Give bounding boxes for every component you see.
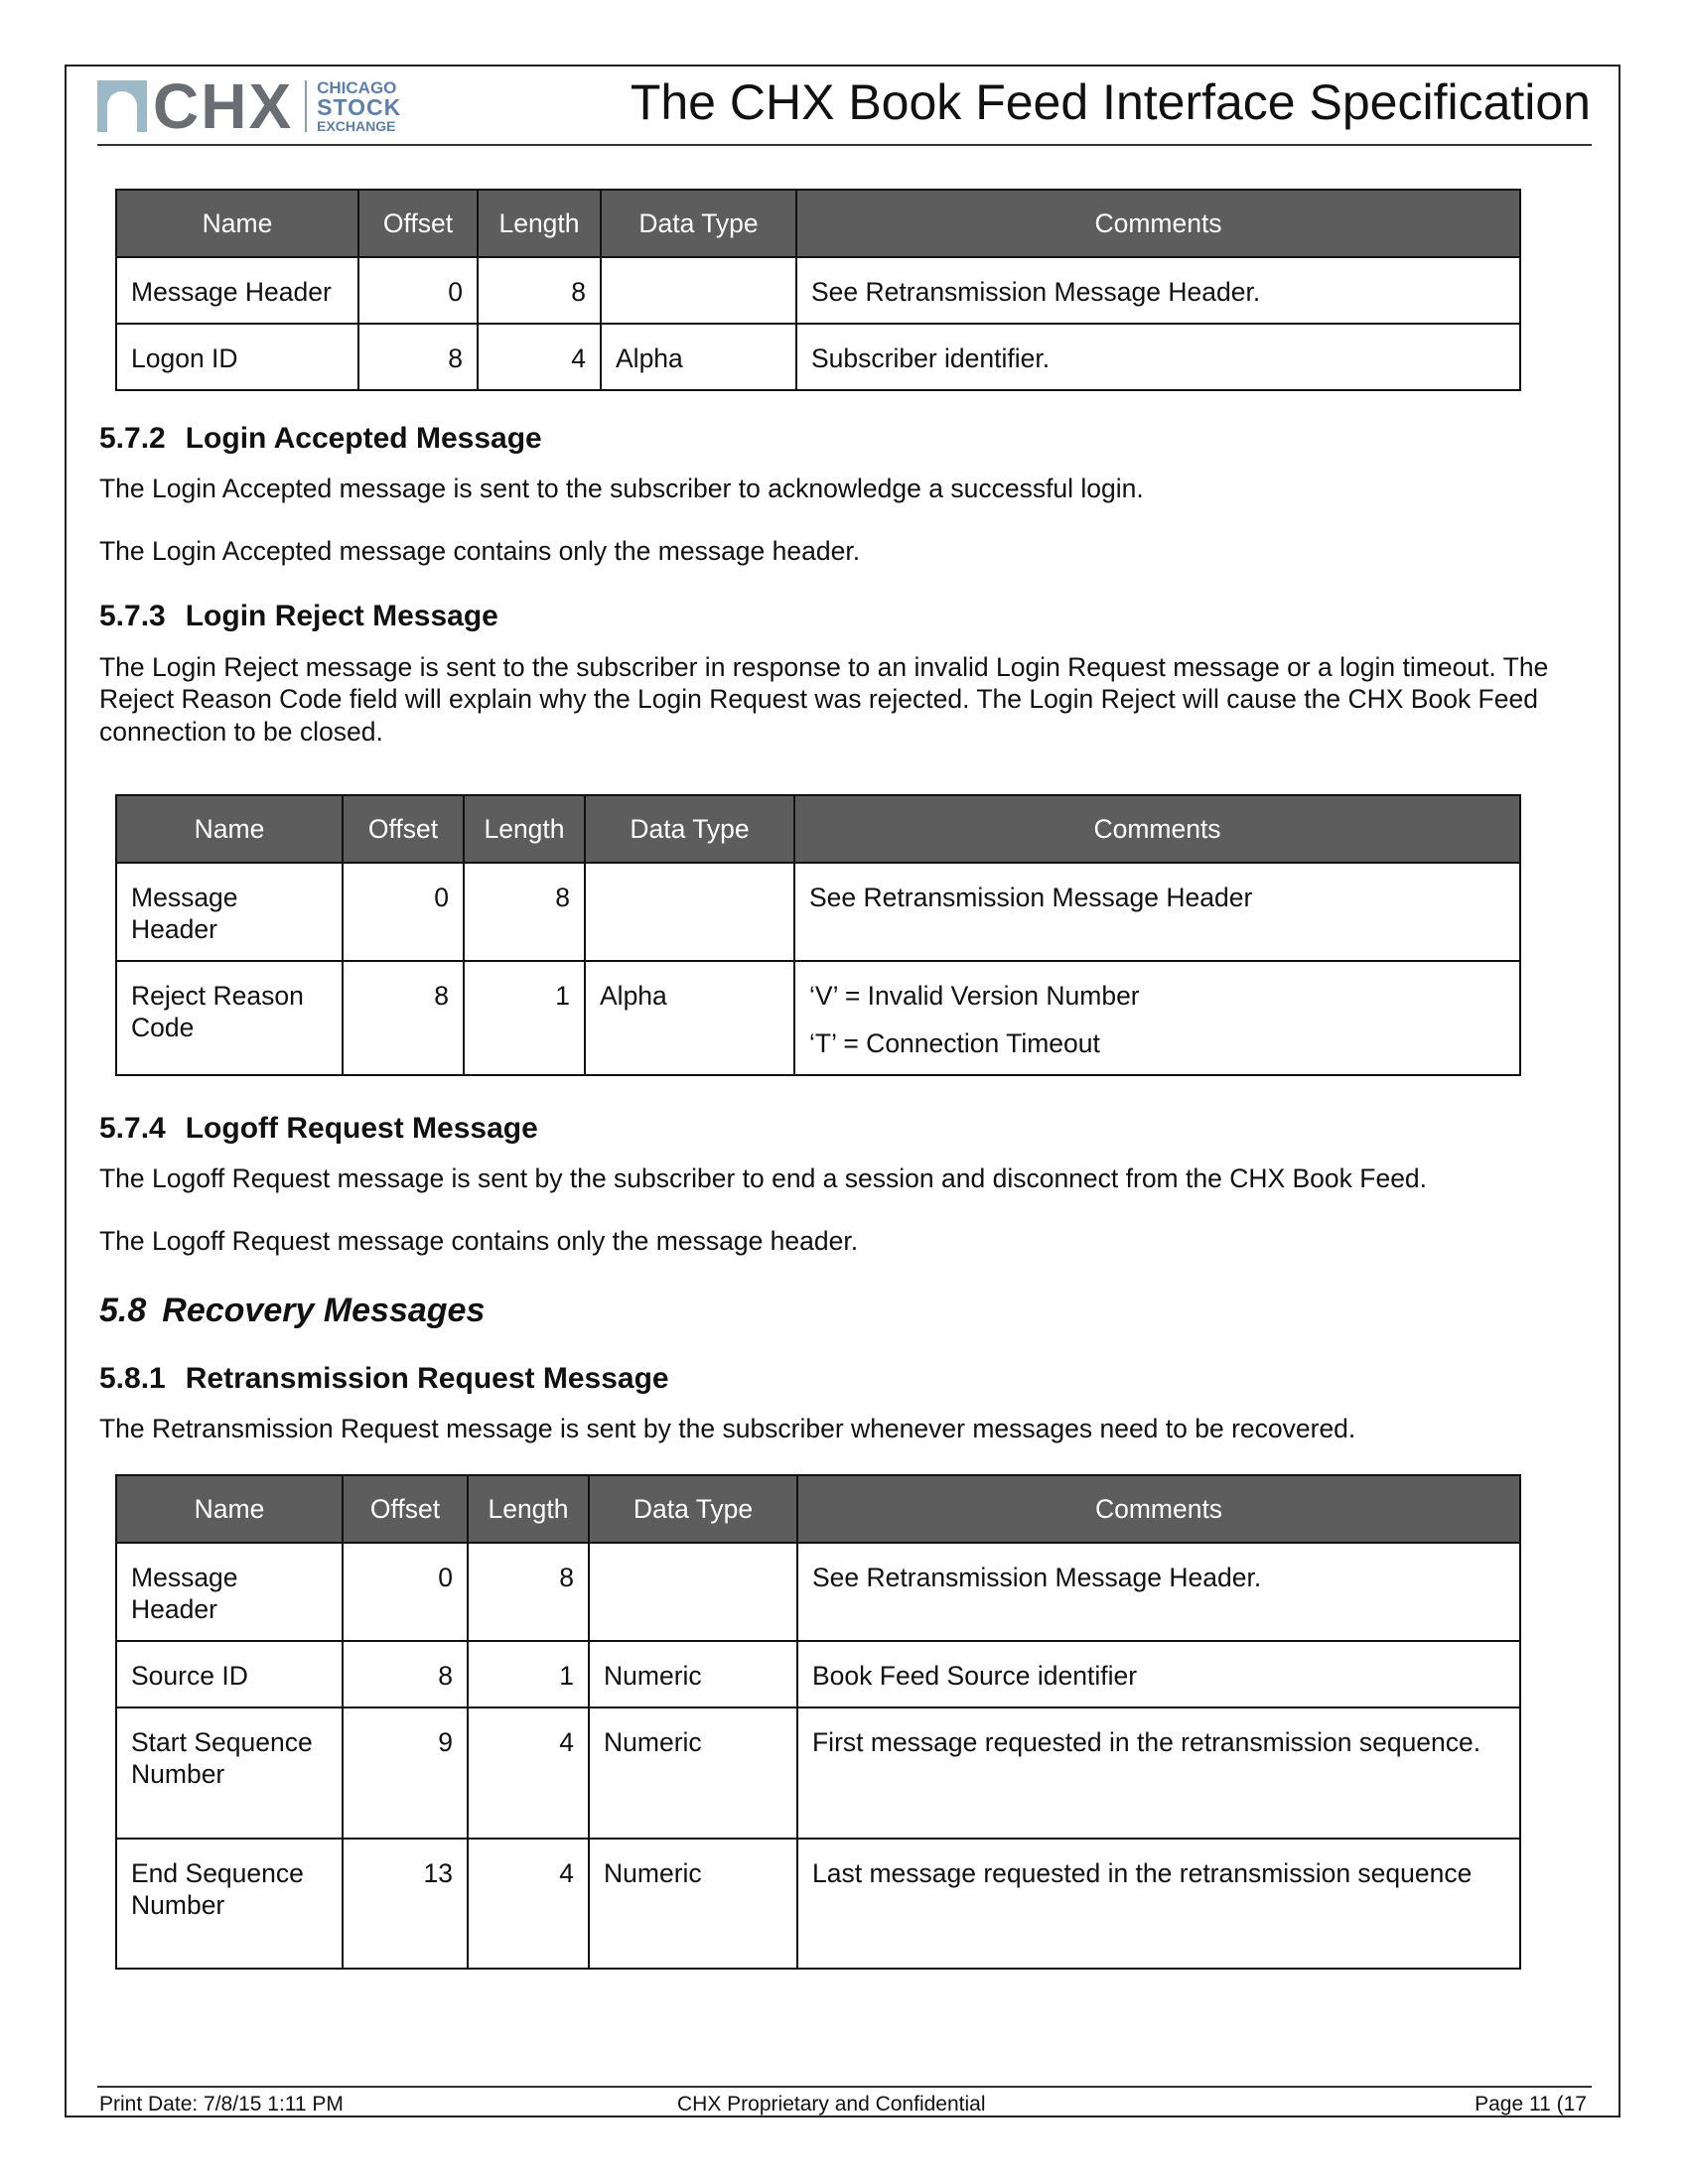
cell-length: 1 — [464, 961, 585, 1075]
col-length: Length — [478, 190, 601, 257]
cell-length: 4 — [468, 1839, 589, 1969]
cell-offset: 8 — [358, 324, 478, 390]
paragraph: The Login Accepted message contains only the message header. — [99, 536, 861, 566]
col-name: Name — [116, 190, 358, 257]
col-data-type: Data Type — [585, 795, 794, 863]
cell-comments: Last message requested in the retransmission sequence — [797, 1839, 1520, 1969]
table-row — [116, 1839, 1520, 1969]
cell-comments: See Retransmission Message Header — [794, 863, 1520, 961]
section-heading-5-7-3 — [99, 600, 498, 633]
retransmission-request-table — [115, 1474, 1521, 1970]
cell-name: Message Header — [116, 863, 343, 961]
paragraph: The Login Reject message is sent to the subscriber in response to an invalid Login Request message or a login timeout. The Reject Reason Code field will explain why the Login Request was rejected. The Login Reject will cause the CHX Book Feed connection to be closed. — [99, 652, 1549, 747]
logo-word-stock: STOCK — [317, 94, 402, 120]
comment-line: ‘T’ = Connection Timeout — [809, 1028, 1100, 1059]
cell-length: 1 — [468, 1641, 589, 1707]
section-heading-5-7-4 — [99, 1112, 538, 1146]
cell-data-type — [601, 257, 796, 324]
cell-data-type — [589, 1543, 797, 1641]
cell-comments: Subscriber identifier. — [796, 324, 1520, 390]
table-row — [116, 1707, 1520, 1839]
col-offset: Offset — [343, 795, 464, 863]
paragraph: The Retransmission Request message is sent by the subscriber whenever messages need to be recovered. — [99, 1414, 1356, 1443]
confidentiality-notice: CHX Proprietary and Confidential — [677, 2093, 986, 2116]
col-comments: Comments — [797, 1475, 1520, 1543]
section-heading-5-8-1 — [99, 1362, 669, 1396]
cell-offset: 8 — [343, 961, 464, 1075]
logo-word-exchange: EXCHANGE — [317, 118, 396, 134]
cell-data-type: Numeric — [589, 1839, 797, 1969]
logo-wordmark — [317, 79, 401, 133]
arch-logo-icon — [97, 80, 147, 132]
section-title: Login Accepted Message — [185, 422, 542, 455]
paragraph: The Logoff Request message is sent by the subscriber to end a session and disconnect from the CHX Book Feed. — [99, 1163, 1428, 1193]
logo-word-chicago: CHICAGO — [317, 78, 397, 97]
cell-length: 4 — [478, 324, 601, 390]
table-row — [116, 1543, 1520, 1641]
table-row — [116, 1641, 1520, 1707]
section-title: Login Reject Message — [185, 600, 498, 632]
col-comments: Comments — [796, 190, 1520, 257]
cell-name: Message Header — [116, 1543, 343, 1641]
cell-offset: 0 — [343, 1543, 468, 1641]
cell-name: Source ID — [116, 1641, 343, 1707]
cell-name: Start Sequence Number — [116, 1707, 343, 1839]
cell-length: 4 — [468, 1707, 589, 1839]
col-length: Length — [468, 1475, 589, 1543]
paragraph: The Logoff Request message contains only the message header. — [99, 1226, 859, 1256]
comment-line: ‘V’ = Invalid Version Number — [809, 981, 1140, 1011]
table-row — [116, 324, 1520, 390]
cell-data-type: Alpha — [585, 961, 794, 1075]
header-divider — [97, 144, 1592, 146]
footer-divider — [97, 2086, 1592, 2088]
table-header-row — [116, 190, 1520, 257]
section-number: 5.8 — [99, 1292, 147, 1329]
logo-chx-text: CHX — [153, 70, 294, 142]
cell-offset: 9 — [343, 1707, 468, 1839]
section-title: Recovery Messages — [162, 1292, 486, 1329]
col-offset: Offset — [343, 1475, 468, 1543]
print-date: Print Date: 7/8/15 1:11 PM — [99, 2093, 344, 2116]
login-reject-table — [115, 794, 1521, 1076]
table-row — [116, 961, 1520, 1075]
cell-offset: 0 — [343, 863, 464, 961]
cell-offset: 13 — [343, 1839, 468, 1969]
cell-offset: 0 — [358, 257, 478, 324]
col-length: Length — [464, 795, 585, 863]
table-row — [116, 863, 1520, 961]
col-data-type: Data Type — [601, 190, 796, 257]
cell-name: Message Header — [116, 257, 358, 324]
logo-divider — [305, 80, 307, 132]
section-number: 5.7.4 — [99, 1112, 166, 1145]
cell-name: End Sequence Number — [116, 1839, 343, 1969]
cell-length: 8 — [468, 1543, 589, 1641]
section-number: 5.7.3 — [99, 600, 166, 632]
cell-name: Reject Reason Code — [116, 961, 343, 1075]
cell-comments — [794, 961, 1520, 1075]
section-heading-5-8 — [99, 1292, 485, 1330]
document-title: The CHX Book Feed Interface Specification — [630, 74, 1591, 130]
section-title: Retransmission Request Message — [185, 1362, 669, 1395]
cell-offset: 8 — [343, 1641, 468, 1707]
cell-data-type — [585, 863, 794, 961]
cell-length: 8 — [478, 257, 601, 324]
cell-comments: See Retransmission Message Header. — [796, 257, 1520, 324]
col-offset: Offset — [358, 190, 478, 257]
logon-request-table — [115, 189, 1521, 391]
cell-name: Logon ID — [116, 324, 358, 390]
section-number: 5.8.1 — [99, 1362, 166, 1395]
cell-comments: Book Feed Source identifier — [797, 1641, 1520, 1707]
col-data-type: Data Type — [589, 1475, 797, 1543]
table-header-row — [116, 1475, 1520, 1543]
cell-data-type: Numeric — [589, 1707, 797, 1839]
section-heading-5-7-2 — [99, 422, 542, 456]
cell-data-type: Alpha — [601, 324, 796, 390]
cell-data-type: Numeric — [589, 1641, 797, 1707]
col-comments: Comments — [794, 795, 1520, 863]
section-number: 5.7.2 — [99, 422, 166, 455]
col-name: Name — [116, 795, 343, 863]
table-header-row — [116, 795, 1520, 863]
table-row — [116, 257, 1520, 324]
cell-length: 8 — [464, 863, 585, 961]
paragraph: The Login Accepted message is sent to the subscriber to acknowledge a successful login. — [99, 474, 1144, 503]
col-name: Name — [116, 1475, 343, 1543]
cell-comments: See Retransmission Message Header. — [797, 1543, 1520, 1641]
page-number: Page 11 (17 — [1475, 2093, 1587, 2116]
section-title: Logoff Request Message — [185, 1112, 538, 1145]
chx-logo — [97, 70, 402, 142]
cell-comments: First message requested in the retransmission sequence. — [797, 1707, 1520, 1839]
